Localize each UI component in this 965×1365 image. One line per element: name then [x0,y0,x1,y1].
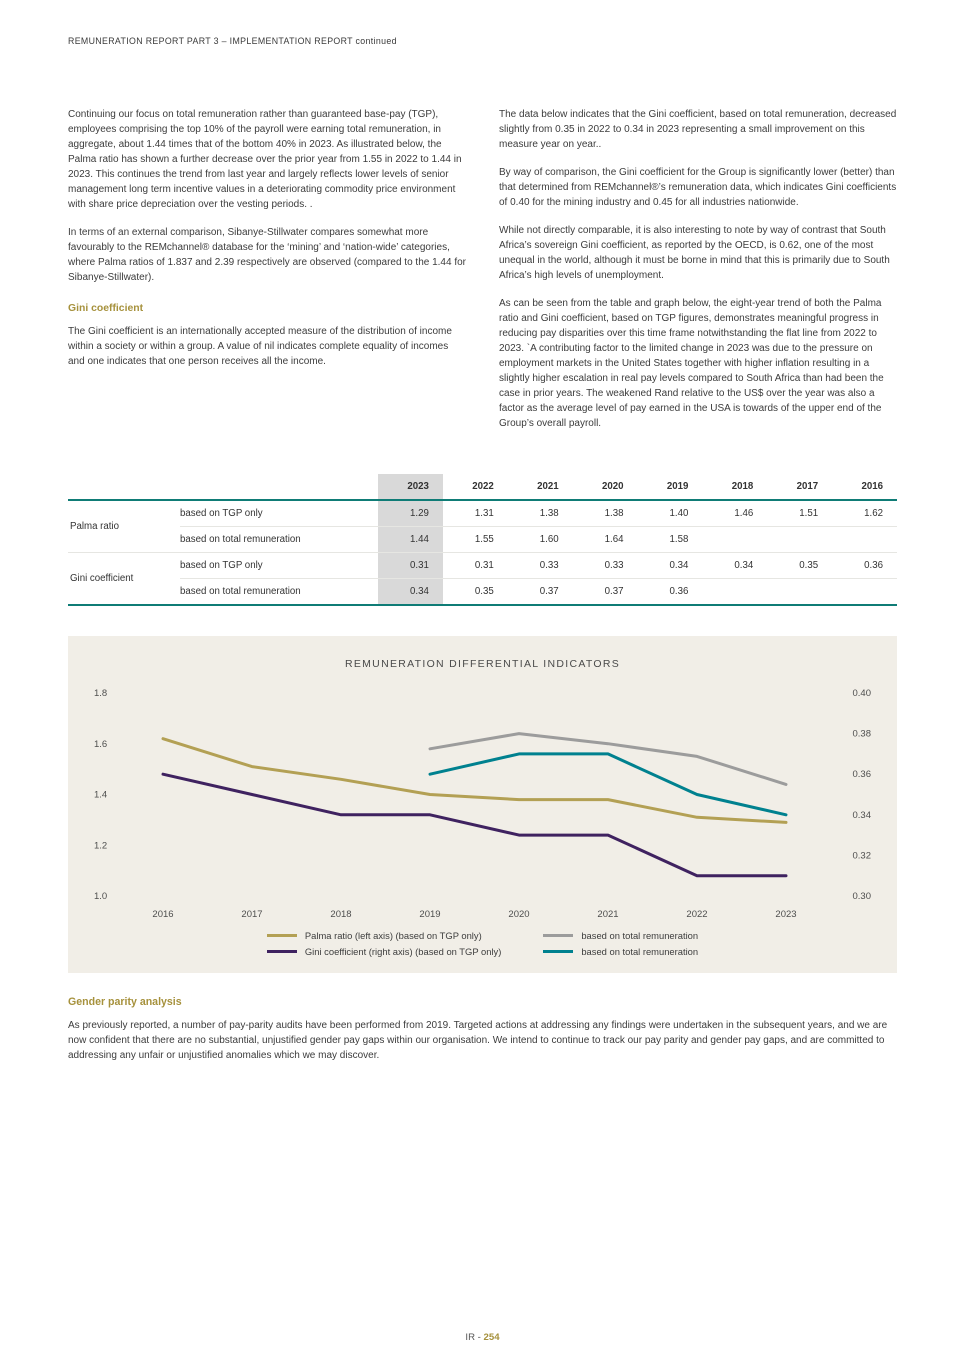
legend-item [267,930,501,941]
left-axis-tick: 1.0 [94,891,108,902]
table-value-cell: 0.34 [734,560,754,571]
table-value-cell: 0.34 [378,579,443,606]
legend-label: based on total remuneration [581,930,699,941]
chart-panel [68,636,897,973]
table-value-cell: 1.40 [669,508,689,519]
table-value-cell: 1.60 [539,534,559,545]
paragraph-external-comparison: In terms of an external comparison, Sibanye-Stillwater compares somewhat more favourably to the REMchannel® database for the ‘mining’ and ‘nation-wide’ categories, where Palma ratios of 1.837 and 2.39 respectively are observed (compared to the 1.44 for Sibanye-Stillwater). [68,227,467,283]
paragraph-gini-definition: The Gini coefficient is an internationally accepted measure of the distribution of income within a society or within a group. A value of nil indicates complete equality of incomes and one indicates that one person receives all the income. [68,325,452,367]
indicator-table-head-row [68,474,897,500]
paragraph-gender-parity: As previously reported, a number of pay-parity audits have been performed from 2019. Targeted actions at addressing any findings were undertaken in the subsequent years, and we are now confident that there are no substantial, unjustified gender pay gaps within our organisation. We intend to continue to track our pay parity and gender pay gaps, and are committed to addressing any unfair or unjustified anomalies which we may discover. [68,1019,888,1061]
table-value-cell: 0.36 [669,586,689,597]
row-sub-label: based on total remuneration [180,534,301,545]
x-axis-label: 2018 [330,909,352,920]
paragraph-gini-trend: The data below indicates that the Gini coefficient, based on total remuneration, decreased slightly from 0.35 in 2022 to 0.34 in 2023 representing a small improvement on this measure year on year.. [499,109,897,150]
right-axis-tick: 0.32 [852,850,871,862]
chart-legend [267,930,698,957]
table-value-cell: 0.33 [604,560,624,571]
table-value-cell: 0.35 [799,560,819,571]
table-value-cell: 0.31 [378,553,443,579]
left-axis-tick: 1.6 [94,738,108,750]
table-value-cell [832,527,897,553]
table-row [68,500,897,527]
right-axis-tick: 0.40 [852,688,871,699]
page-footer [0,1332,965,1343]
table-value-cell: 1.38 [539,508,559,519]
chart-svg [68,636,897,926]
year-header: 2019 [666,481,689,492]
left-column [68,107,466,444]
legend-item [267,946,501,957]
table-value-cell: 1.31 [474,508,494,519]
chart-title: REMUNERATION DIFFERENTIAL INDICATORS [344,658,621,670]
running-head: REMUNERATION REPORT PART 3 – IMPLEMENTATION REPORT continued [68,36,397,46]
table-value-cell [702,527,767,553]
year-header: 2017 [796,481,819,492]
table-value-cell: 1.51 [799,508,819,519]
table-value-cell: 0.31 [474,560,494,571]
paragraph-eight-year-trend: As can be seen from the table and graph below, the eight-year trend of both the Palma ratio and Gini coefficient, based on TGP figures, demonstrates meaningful progress in reducing pay disparities over this time frame notwithstanding the flat line from 2022 to 2023. `A contributing factor to the limited change in 2023 was due to the pressure on employment markets in the United States together with higher inflation resulting in a slightly higher escalation in real pay levels compared to South Africa than had been the case in prior years. The weakened Rand relative to the US$ over the year was also a factor as the average level of pay earned in the USA is towards of the upper end of the Group’s overall payroll. [499,298,884,429]
table-value-cell: 0.37 [539,586,559,597]
year-header: 2023 [378,474,443,500]
row-group-label: Gini coefficient [70,573,134,584]
paragraph-oecd-comparison: While not directly comparable, it is also interesting to note by way of contrast that South Africa’s sovereign Gini coefficient, as reported by the OECD, is 0.62, one of the most unequal in the world, although it must be borne in mind that this is primarily due to South Africa’s high levels of unemployment. [499,225,890,281]
legend-item [543,946,698,957]
right-axis-tick: 0.36 [852,769,871,781]
gini-coefficient-heading: Gini coefficient [68,303,144,314]
right-axis-tick: 0.30 [852,891,871,902]
table-row [68,553,897,579]
paragraph-gini-comparison: By way of comparison, the Gini coefficient for the Group is significantly lower (better) than that determined from REMchannel®’s remuneration data, which indicates Gini coefficients of 0.40 for the mining industry and 0.45 for all industries nationwide. [499,167,897,208]
right-column [499,107,897,444]
legend-label: based on total remuneration [581,946,699,957]
row-group-label: Palma ratio [70,521,119,532]
table-row [68,527,897,553]
table-value-cell: 1.46 [734,508,754,519]
legend-swatch [543,950,573,953]
row-sub-label: based on TGP only [180,508,263,519]
series-line-0 [163,739,786,823]
table-value-cell: 1.29 [378,500,443,527]
x-axis-label: 2023 [775,909,797,920]
page-number: 254 [483,1332,500,1343]
table-value-cell: 1.44 [378,527,443,553]
paragraph-palma-overview: Continuing our focus on total remuneration rather than guaranteed base-pay (TGP), employees comprising the top 10% of the payroll were earning total remuneration, in aggregate, about 1.44 times that of the bottom 40% in 2023. As illustrated below, the Palma ratio has shown a further decrease over the prior year from 1.55 in 2022 to 1.44 in 2023. This continues the trend from last year and largely reflects lower levels of senior management long term incentive values in a deteriorating commodity price environment with share price depreciation over the vesting periods. . [68,109,462,210]
table-corner-cell [68,474,378,500]
year-header: 2016 [861,481,883,492]
legend-label: Gini coefficient (right axis) (based on TGP only) [304,946,502,957]
right-axis-tick: 0.34 [852,809,871,821]
table-value-cell [702,579,767,606]
table-value-cell: 1.64 [604,534,624,545]
row-sub-label: based on TGP only [180,560,263,571]
x-axis-label: 2016 [152,909,174,920]
year-header: 2021 [537,481,559,492]
x-axis-label: 2022 [686,909,708,920]
table-value-cell: 1.58 [669,534,689,545]
table-value-cell [832,579,897,606]
left-axis-tick: 1.2 [94,840,108,852]
year-header: 2022 [472,481,494,492]
gender-parity-section [68,995,897,1063]
table-value-cell: 0.33 [539,560,559,571]
series-line-2 [163,774,786,876]
series-line-3 [430,754,786,815]
year-header: 2018 [731,481,754,492]
table-value-cell: 0.36 [864,560,883,571]
table-value-cell: 0.37 [604,586,624,597]
year-header: 2020 [601,481,624,492]
series-line-1 [430,734,786,785]
gender-parity-heading: Gender parity analysis [68,996,182,1008]
table-value-cell: 1.38 [604,508,624,519]
left-axis-tick: 1.8 [94,688,108,699]
row-sub-label: based on total remuneration [180,586,301,597]
x-axis-label: 2017 [241,909,263,920]
table-value-cell: 1.62 [864,508,883,519]
x-axis-label: 2019 [419,909,441,920]
table-value-cell: 0.34 [669,560,689,571]
indicator-table [68,474,897,606]
body-columns [68,107,897,444]
x-axis-label: 2020 [508,909,530,920]
table-value-cell: 0.35 [474,586,494,597]
table-value-cell [767,579,832,606]
indicator-table-head [68,474,897,500]
table-row [68,579,897,606]
right-axis-tick: 0.38 [852,728,871,740]
legend-item [543,930,698,941]
x-axis-label: 2021 [597,909,619,920]
indicator-table-body [68,500,897,605]
left-axis-tick: 1.4 [94,789,108,801]
legend-swatch [267,934,297,937]
table-value-cell [767,527,832,553]
footer-prefix: IR - [465,1332,484,1343]
legend-label: Palma ratio (left axis) (based on TGP only) [304,930,482,941]
table-value-cell: 1.55 [474,534,494,545]
legend-swatch [267,950,297,953]
legend-swatch [543,934,573,937]
